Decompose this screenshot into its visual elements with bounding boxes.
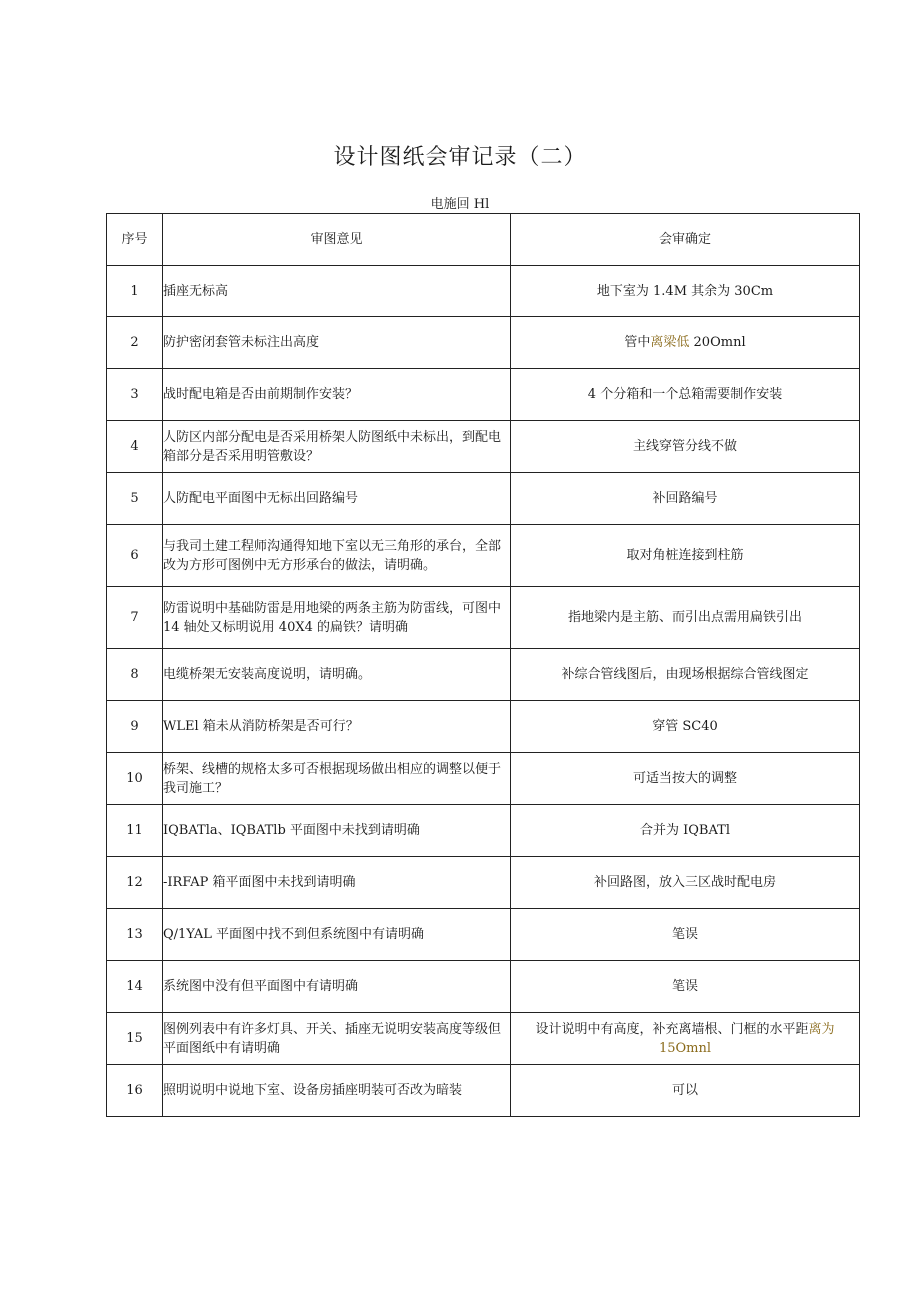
table-header-row [107, 214, 860, 266]
table-row [107, 857, 860, 909]
document-subtitle: 电施回 Hl [430, 197, 490, 212]
table-row [107, 587, 860, 649]
row-no: 16 [107, 1065, 163, 1117]
row-opinion: 人防区内部分配电是否采用桥架人防图纸中未标出，到配电箱部分是否采用明管敷设？ [163, 421, 511, 473]
row-no: 8 [107, 649, 163, 701]
row-result: 补回路编号 [511, 473, 860, 525]
row-result [511, 1013, 860, 1065]
row-result: 指地梁内是主筋、而引出点需用扁铁引出 [511, 587, 860, 649]
table-row [107, 909, 860, 961]
row-opinion: 防雷说明中基础防雷是用地梁的两条主筋为防雷线，可图中 14 轴处又标明说用 40X4 的扁铁？请明确 [163, 587, 511, 649]
row-opinion: 桥架、线槽的规格太多可否根据现场做出相应的调整以便于我司施工？ [163, 753, 511, 805]
row-opinion: 与我司土建工程师沟通得知地下室以无三角形的承台，全部改为方形可图例中无方形承台的做法，请明确。 [163, 525, 511, 587]
row-opinion: 系统图中没有但平面图中有请明确 [163, 961, 511, 1013]
table-row [107, 961, 860, 1013]
row-result: 4 个分箱和一个总箱需要制作安装 [511, 369, 860, 421]
table-row [107, 805, 860, 857]
row-result [511, 317, 860, 369]
table-row [107, 649, 860, 701]
header-result: 会审确定 [511, 214, 860, 266]
row-opinion: 电缆桥架无安装高度说明，请明确。 [163, 649, 511, 701]
row-no: 12 [107, 857, 163, 909]
row-opinion: WLEl 箱未从消防桥架是否可行？ [163, 701, 511, 753]
table-row [107, 317, 860, 369]
row-result: 合并为 IQBATl [511, 805, 860, 857]
row-no: 6 [107, 525, 163, 587]
result-highlight: 离梁低 [650, 335, 690, 350]
review-table [106, 213, 860, 1117]
row-no: 2 [107, 317, 163, 369]
row-opinion: 照明说明中说地下室、设备房插座明装可否改为暗装 [163, 1065, 511, 1117]
table-row [107, 753, 860, 805]
row-no: 5 [107, 473, 163, 525]
row-no: 3 [107, 369, 163, 421]
row-no: 4 [107, 421, 163, 473]
document-title: 设计图纸会审记录（二） [333, 145, 587, 170]
row-result: 主线穿管分线不做 [511, 421, 860, 473]
row-opinion: -IRFAP 箱平面图中未找到请明确 [163, 857, 511, 909]
row-opinion: 战时配电箱是否由前期制作安装？ [163, 369, 511, 421]
row-no: 7 [107, 587, 163, 649]
row-no: 13 [107, 909, 163, 961]
row-result: 可以 [511, 1065, 860, 1117]
row-opinion: Q/1YAL 平面图中找不到但系统图中有请明确 [163, 909, 511, 961]
row-result: 笔误 [511, 961, 860, 1013]
row-opinion: IQBATla、IQBATlb 平面图中未找到请明确 [163, 805, 511, 857]
row-result: 穿管 SC40 [511, 701, 860, 753]
header-no: 序号 [107, 214, 163, 266]
table-row [107, 525, 860, 587]
row-result: 补回路图，放入三区战时配电房 [511, 857, 860, 909]
table-row [107, 1065, 860, 1117]
row-opinion: 插座无标高 [163, 266, 511, 317]
table-row [107, 473, 860, 525]
result-text: 管中 [624, 335, 651, 350]
row-no: 9 [107, 701, 163, 753]
table-row [107, 701, 860, 753]
result-highlight: 离为 15Omnl [658, 1021, 835, 1056]
row-no: 15 [107, 1013, 163, 1065]
result-text: 设计说明中有高度，补充离墙根、门框的水平距 [535, 1021, 809, 1037]
table-row [107, 421, 860, 473]
row-opinion: 图例列表中有许多灯具、开关、插座无说明安装高度等级但平面图纸中有请明确 [163, 1013, 511, 1065]
row-opinion: 防护密闭套管未标注出高度 [163, 317, 511, 369]
table-row [107, 266, 860, 317]
row-no: 1 [107, 266, 163, 317]
header-opinion: 审图意见 [163, 214, 511, 266]
table-row [107, 1013, 860, 1065]
row-no: 11 [107, 805, 163, 857]
row-result: 笔误 [511, 909, 860, 961]
row-result: 补综合管线图后，由现场根据综合管线图定 [511, 649, 860, 701]
row-no: 10 [107, 753, 163, 805]
row-opinion: 人防配电平面图中无标出回路编号 [163, 473, 511, 525]
table-row [107, 369, 860, 421]
result-text: 20Omnl [689, 335, 746, 350]
row-result: 地下室为 1.4M 其余为 30Cm [511, 266, 860, 317]
row-result: 可适当按大的调整 [511, 753, 860, 805]
row-result: 取对角桩连接到柱筋 [511, 525, 860, 587]
row-no: 14 [107, 961, 163, 1013]
